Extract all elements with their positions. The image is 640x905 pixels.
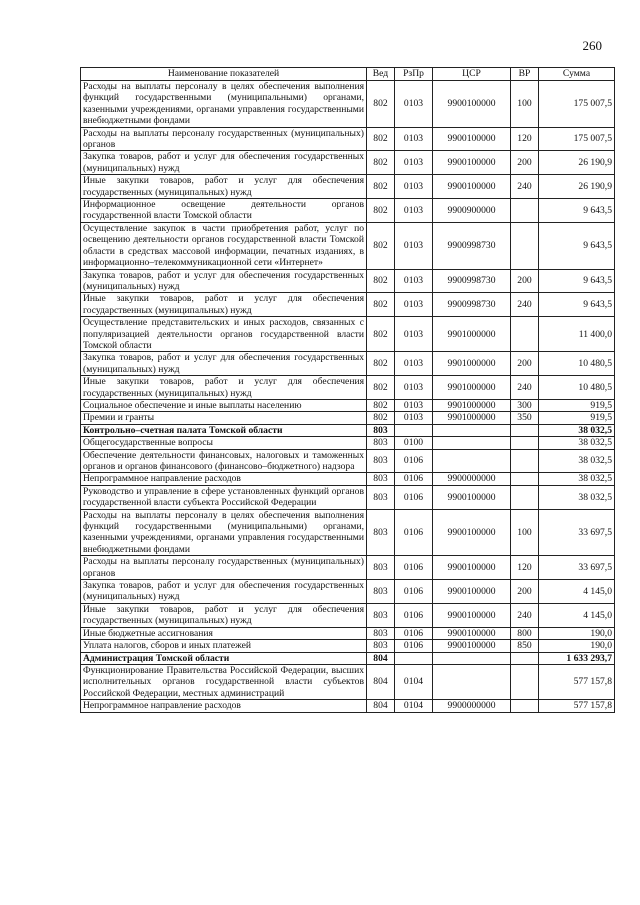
column-header-ved: Вед xyxy=(367,68,395,81)
cell-vr xyxy=(511,473,539,485)
cell-name: Расходы на выплаты персоналу государственных (муниципальных) органов xyxy=(81,556,367,580)
cell-rzpr: 0103 xyxy=(395,399,433,411)
table-row xyxy=(81,603,615,627)
cell-vr: 240 xyxy=(511,376,539,400)
column-header-name: Наименование показателей xyxy=(81,68,367,81)
cell-ved: 803 xyxy=(367,640,395,652)
column-header-sum: Сумма xyxy=(539,68,615,81)
cell-sum: 1 633 293,7 xyxy=(539,652,615,664)
cell-ved: 802 xyxy=(367,222,395,269)
cell-vr: 240 xyxy=(511,293,539,317)
table-row xyxy=(81,81,615,128)
cell-vr xyxy=(511,222,539,269)
cell-csr: 9900998730 xyxy=(433,269,511,293)
cell-rzpr: 0106 xyxy=(395,473,433,485)
cell-rzpr: 0106 xyxy=(395,627,433,639)
table-row xyxy=(81,580,615,604)
cell-csr: 9900100000 xyxy=(433,509,511,556)
cell-ved: 802 xyxy=(367,352,395,376)
table-row xyxy=(81,352,615,376)
cell-name: Премии и гранты xyxy=(81,412,367,424)
cell-vr: 240 xyxy=(511,175,539,199)
table-row xyxy=(81,151,615,175)
cell-name: Расходы на выплаты персоналу в целях обеспечения выполнения функций государственными (муниципальными) органами, казенными учреждениями, органами управления государственными внебюджетными фондами xyxy=(81,509,367,556)
cell-csr: 9900100000 xyxy=(433,603,511,627)
cell-sum: 4 145,0 xyxy=(539,580,615,604)
column-header-vr: ВР xyxy=(511,68,539,81)
cell-rzpr: 0103 xyxy=(395,412,433,424)
cell-rzpr: 0103 xyxy=(395,293,433,317)
cell-sum: 9 643,5 xyxy=(539,293,615,317)
table-row xyxy=(81,556,615,580)
cell-sum: 175 007,5 xyxy=(539,81,615,128)
cell-csr xyxy=(433,424,511,436)
budget-table xyxy=(80,67,615,713)
cell-csr: 9900100000 xyxy=(433,627,511,639)
cell-vr: 100 xyxy=(511,509,539,556)
cell-ved: 802 xyxy=(367,399,395,411)
table-row xyxy=(81,664,615,699)
cell-ved: 803 xyxy=(367,580,395,604)
cell-sum: 919,5 xyxy=(539,412,615,424)
cell-sum: 190,0 xyxy=(539,640,615,652)
cell-name: Закупка товаров, работ и услуг для обеспечения государственных (муниципальных) нужд xyxy=(81,352,367,376)
cell-csr: 9900998730 xyxy=(433,222,511,269)
cell-name: Общегосударственные вопросы xyxy=(81,437,367,449)
cell-rzpr: 0104 xyxy=(395,700,433,712)
table-row xyxy=(81,412,615,424)
cell-name: Иные закупки товаров, работ и услуг для обеспечения государственных (муниципальных) нужд xyxy=(81,603,367,627)
cell-ved: 802 xyxy=(367,127,395,151)
cell-sum: 919,5 xyxy=(539,399,615,411)
cell-rzpr xyxy=(395,652,433,664)
cell-csr: 9900000000 xyxy=(433,700,511,712)
cell-csr: 9901000000 xyxy=(433,412,511,424)
cell-csr xyxy=(433,664,511,699)
cell-ved: 803 xyxy=(367,556,395,580)
cell-ved: 803 xyxy=(367,449,395,473)
cell-vr xyxy=(511,199,539,223)
cell-csr: 9900900000 xyxy=(433,199,511,223)
table-row xyxy=(81,199,615,223)
cell-csr: 9900100000 xyxy=(433,485,511,509)
cell-ved: 803 xyxy=(367,627,395,639)
cell-rzpr xyxy=(395,424,433,436)
cell-rzpr: 0100 xyxy=(395,437,433,449)
cell-csr: 9900100000 xyxy=(433,151,511,175)
cell-vr: 200 xyxy=(511,580,539,604)
cell-ved: 802 xyxy=(367,269,395,293)
cell-sum: 175 007,5 xyxy=(539,127,615,151)
cell-name: Расходы на выплаты персоналу в целях обеспечения выполнения функций государственными (муниципальными) органами, казенными учреждениями, органами управления государственными внебюджетными фондами xyxy=(81,81,367,128)
cell-sum: 9 643,5 xyxy=(539,222,615,269)
table-row xyxy=(81,127,615,151)
cell-rzpr: 0106 xyxy=(395,556,433,580)
cell-vr: 100 xyxy=(511,81,539,128)
cell-vr xyxy=(511,424,539,436)
cell-ved: 803 xyxy=(367,424,395,436)
cell-sum: 577 157,8 xyxy=(539,700,615,712)
cell-name: Закупка товаров, работ и услуг для обеспечения государственных (муниципальных) нужд xyxy=(81,580,367,604)
cell-name: Функционирование Правительства Российской Федерации, высших исполнительных органов государственной власти субъектов Российской Федерации, местных администраций xyxy=(81,664,367,699)
table-row xyxy=(81,293,615,317)
cell-rzpr: 0106 xyxy=(395,580,433,604)
cell-name: Осуществление представительских и иных расходов, связанных с популяризацией деятельности органов государственной власти Томской области xyxy=(81,317,367,352)
table-row xyxy=(81,175,615,199)
cell-rzpr: 0106 xyxy=(395,449,433,473)
cell-vr: 200 xyxy=(511,269,539,293)
cell-rzpr: 0103 xyxy=(395,317,433,352)
table-row xyxy=(81,509,615,556)
table-row xyxy=(81,317,615,352)
cell-name: Закупка товаров, работ и услуг для обеспечения государственных (муниципальных) нужд xyxy=(81,151,367,175)
cell-ved: 804 xyxy=(367,700,395,712)
cell-sum: 10 480,5 xyxy=(539,376,615,400)
cell-vr xyxy=(511,317,539,352)
cell-name: Закупка товаров, работ и услуг для обеспечения государственных (муниципальных) нужд xyxy=(81,269,367,293)
cell-vr xyxy=(511,700,539,712)
cell-name: Руководство и управление в сфере установленных функций органов государственной власти субъекта Российской Федерации xyxy=(81,485,367,509)
cell-vr: 120 xyxy=(511,127,539,151)
cell-vr: 240 xyxy=(511,603,539,627)
cell-vr: 850 xyxy=(511,640,539,652)
cell-sum: 9 643,5 xyxy=(539,269,615,293)
cell-csr: 9900998730 xyxy=(433,293,511,317)
table-row xyxy=(81,473,615,485)
cell-rzpr: 0103 xyxy=(395,175,433,199)
cell-csr xyxy=(433,652,511,664)
table-row xyxy=(81,222,615,269)
table-row xyxy=(81,399,615,411)
cell-rzpr: 0106 xyxy=(395,603,433,627)
cell-name: Непрограммное направление расходов xyxy=(81,700,367,712)
cell-vr xyxy=(511,485,539,509)
cell-rzpr: 0103 xyxy=(395,352,433,376)
cell-vr: 200 xyxy=(511,352,539,376)
cell-name: Осуществление закупок в части приобретения работ, услуг по освещению деятельности органов государственной власти Томской области в средствах массовой информации, печатных изданиях, в информационно–телекоммуникационной сети «Интернет» xyxy=(81,222,367,269)
cell-csr: 9900000000 xyxy=(433,473,511,485)
cell-name: Непрограммное направление расходов xyxy=(81,473,367,485)
table-row xyxy=(81,376,615,400)
cell-rzpr: 0103 xyxy=(395,269,433,293)
cell-ved: 802 xyxy=(367,81,395,128)
cell-ved: 802 xyxy=(367,151,395,175)
cell-sum: 190,0 xyxy=(539,627,615,639)
cell-sum: 4 145,0 xyxy=(539,603,615,627)
cell-ved: 802 xyxy=(367,376,395,400)
cell-csr: 9900100000 xyxy=(433,640,511,652)
cell-name: Социальное обеспечение и иные выплаты населению xyxy=(81,399,367,411)
cell-sum: 11 400,0 xyxy=(539,317,615,352)
cell-ved: 803 xyxy=(367,603,395,627)
cell-vr: 200 xyxy=(511,151,539,175)
cell-sum: 9 643,5 xyxy=(539,199,615,223)
cell-sum: 33 697,5 xyxy=(539,509,615,556)
cell-sum: 33 697,5 xyxy=(539,556,615,580)
cell-csr: 9900100000 xyxy=(433,127,511,151)
cell-name: Расходы на выплаты персоналу государственных (муниципальных) органов xyxy=(81,127,367,151)
cell-ved: 804 xyxy=(367,652,395,664)
cell-csr: 9900100000 xyxy=(433,175,511,199)
cell-name: Иные закупки товаров, работ и услуг для обеспечения государственных (муниципальных) нужд xyxy=(81,293,367,317)
cell-rzpr: 0106 xyxy=(395,640,433,652)
cell-ved: 802 xyxy=(367,199,395,223)
cell-ved: 802 xyxy=(367,175,395,199)
cell-sum: 26 190,9 xyxy=(539,151,615,175)
table-row xyxy=(81,627,615,639)
cell-csr: 9901000000 xyxy=(433,352,511,376)
table-row xyxy=(81,485,615,509)
cell-csr: 9901000000 xyxy=(433,376,511,400)
cell-rzpr: 0106 xyxy=(395,485,433,509)
cell-sum: 38 032,5 xyxy=(539,449,615,473)
cell-csr: 9901000000 xyxy=(433,399,511,411)
cell-sum: 10 480,5 xyxy=(539,352,615,376)
cell-vr: 350 xyxy=(511,412,539,424)
cell-name: Обеспечение деятельности финансовых, налоговых и таможенных органов и органов финансового (финансово–бюджетного) надзора xyxy=(81,449,367,473)
cell-sum: 577 157,8 xyxy=(539,664,615,699)
column-header-csr: ЦСР xyxy=(433,68,511,81)
cell-name: Администрация Томской области xyxy=(81,652,367,664)
table-body xyxy=(81,81,615,713)
cell-vr xyxy=(511,437,539,449)
table-row xyxy=(81,640,615,652)
cell-rzpr: 0103 xyxy=(395,199,433,223)
page-number: 260 xyxy=(582,38,602,53)
cell-rzpr: 0103 xyxy=(395,376,433,400)
cell-ved: 803 xyxy=(367,473,395,485)
cell-ved: 804 xyxy=(367,664,395,699)
cell-rzpr: 0103 xyxy=(395,222,433,269)
cell-sum: 38 032,5 xyxy=(539,424,615,436)
cell-csr: 9900100000 xyxy=(433,580,511,604)
cell-vr: 120 xyxy=(511,556,539,580)
column-header-rzpr: РзПр xyxy=(395,68,433,81)
cell-ved: 802 xyxy=(367,412,395,424)
cell-csr: 9901000000 xyxy=(433,317,511,352)
cell-sum: 26 190,9 xyxy=(539,175,615,199)
cell-sum: 38 032,5 xyxy=(539,473,615,485)
cell-name: Контрольно–счетная палата Томской области xyxy=(81,424,367,436)
cell-sum: 38 032,5 xyxy=(539,437,615,449)
table-header-row xyxy=(81,68,615,81)
table-row xyxy=(81,700,615,712)
cell-csr: 9900100000 xyxy=(433,556,511,580)
cell-ved: 803 xyxy=(367,437,395,449)
cell-rzpr: 0106 xyxy=(395,509,433,556)
cell-name: Информационное освещение деятельности органов государственной власти Томской области xyxy=(81,199,367,223)
cell-csr xyxy=(433,437,511,449)
cell-sum: 38 032,5 xyxy=(539,485,615,509)
cell-ved: 803 xyxy=(367,509,395,556)
cell-ved: 802 xyxy=(367,317,395,352)
cell-ved: 803 xyxy=(367,485,395,509)
cell-rzpr: 0103 xyxy=(395,127,433,151)
cell-csr xyxy=(433,449,511,473)
table-row xyxy=(81,652,615,664)
cell-vr xyxy=(511,664,539,699)
cell-rzpr: 0103 xyxy=(395,81,433,128)
cell-rzpr: 0103 xyxy=(395,151,433,175)
cell-name: Иные закупки товаров, работ и услуг для обеспечения государственных (муниципальных) нужд xyxy=(81,376,367,400)
cell-name: Иные закупки товаров, работ и услуг для обеспечения государственных (муниципальных) нужд xyxy=(81,175,367,199)
cell-vr xyxy=(511,652,539,664)
cell-vr xyxy=(511,449,539,473)
cell-rzpr: 0104 xyxy=(395,664,433,699)
table-row xyxy=(81,449,615,473)
table-row xyxy=(81,269,615,293)
cell-vr: 800 xyxy=(511,627,539,639)
cell-name: Уплата налогов, сборов и иных платежей xyxy=(81,640,367,652)
table-row xyxy=(81,424,615,436)
cell-ved: 802 xyxy=(367,293,395,317)
cell-name: Иные бюджетные ассигнования xyxy=(81,627,367,639)
table-row xyxy=(81,437,615,449)
cell-csr: 9900100000 xyxy=(433,81,511,128)
cell-vr: 300 xyxy=(511,399,539,411)
